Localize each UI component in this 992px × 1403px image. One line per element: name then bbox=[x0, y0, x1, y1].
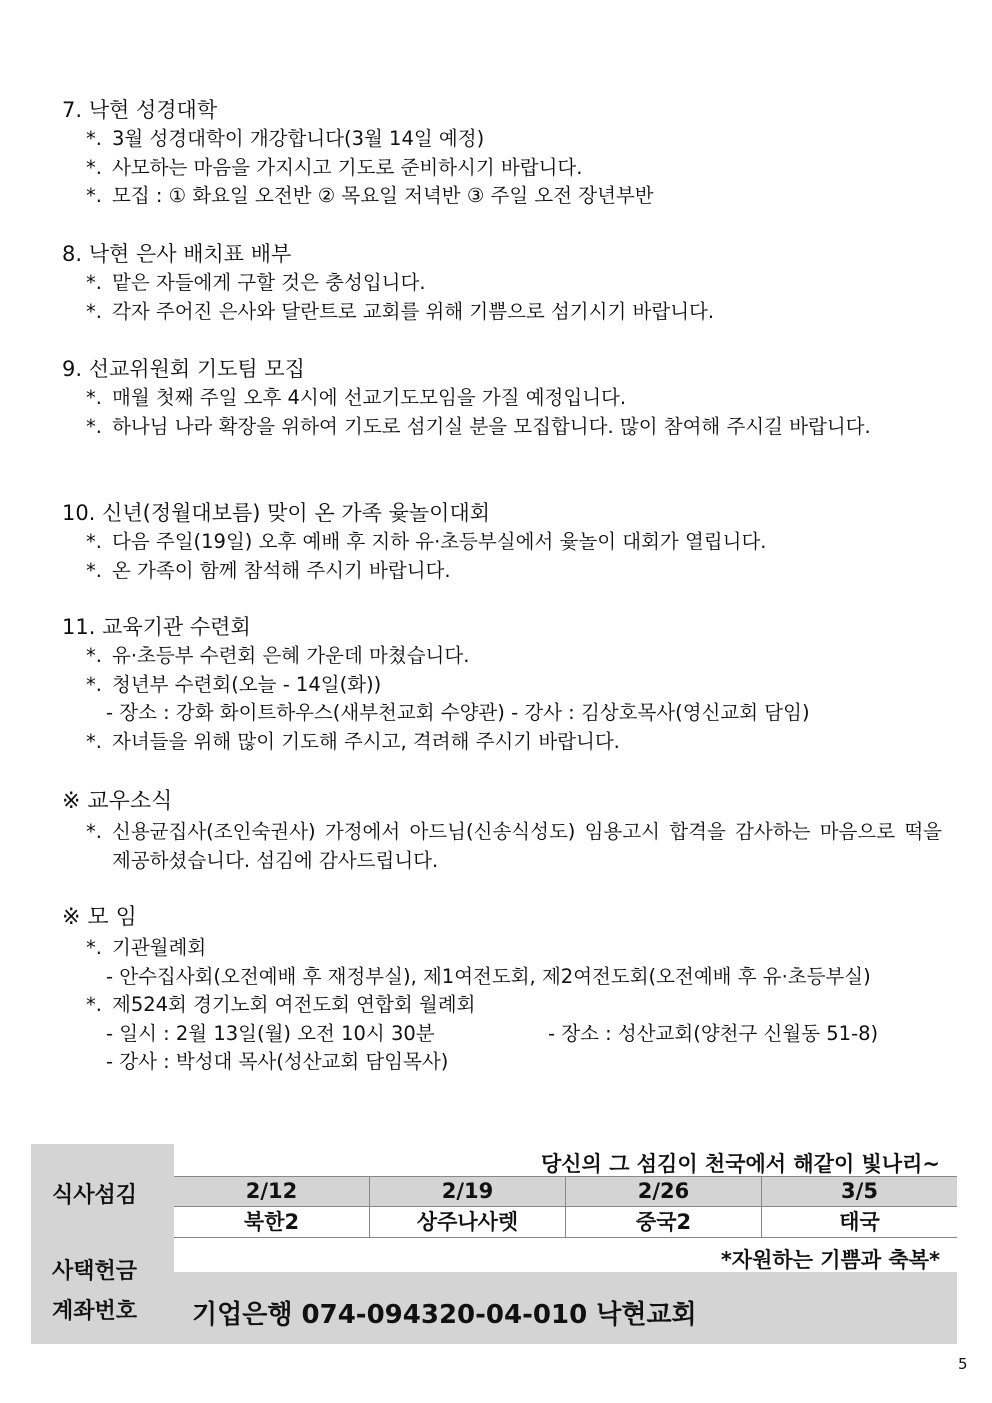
meeting-date: - 일시 : 2월 13일(월) 오전 10시 30분 bbox=[106, 1021, 435, 1045]
row-divider bbox=[174, 1237, 957, 1238]
list-item: *. 자녀들을 위해 많이 기도해 주시고, 격려해 주시기 바랍니다. bbox=[62, 728, 942, 757]
account-label: 계좌번호 bbox=[52, 1299, 138, 1324]
column-divider bbox=[565, 1176, 566, 1238]
offering-label: 사택헌금 bbox=[52, 1259, 138, 1284]
list-item: *. 청년부 수련회(오늘 - 14일(화)) bbox=[62, 671, 942, 700]
bullet-marker: *. bbox=[86, 386, 102, 409]
service-group: 북한2 bbox=[243, 1210, 300, 1234]
bullet-marker: *. bbox=[86, 644, 102, 667]
list-item: *. 3월 성경대학이 개강합니다(3월 14일 예정) bbox=[62, 125, 942, 154]
list-subitem: - 강사 : 박성대 목사(성산교회 담임목사) bbox=[106, 1050, 449, 1073]
bullet-marker: *. bbox=[86, 820, 102, 843]
list-subitem: - 장소 : 강화 화이트하우스(새부천교회 수양관) - 강사 : 김상호목사(영신교회 담임) bbox=[106, 701, 810, 724]
list-item: *. 모집 : ① 화요일 오전반 ② 목요일 저녁반 ③ 주일 오전 장년부반 bbox=[62, 182, 942, 211]
bullet-marker: *. bbox=[86, 558, 102, 582]
page-number: 5 bbox=[958, 1355, 968, 1373]
service-date: 2/12 bbox=[245, 1179, 298, 1203]
list-item: *. 각자 주어진 은사와 달란트로 교회를 위해 기쁨으로 섬기시기 바랍니다. bbox=[62, 298, 942, 327]
list-item: *. 신용균집사(조인숙권사) 가정에서 아드님(신송식성도) 임용고시 합격을 감사하는 마음으로 떡을 제공하셨습니다. 섬김에 감사드립니다. bbox=[86, 820, 942, 872]
section-meetings bbox=[62, 902, 942, 1077]
tagline: 당신의 그 섬김이 천국에서 해같이 빛나리~ bbox=[540, 1152, 940, 1176]
section-bible-college bbox=[62, 96, 942, 211]
list-item: *. 다음 주일(19일) 오후 예배 후 지하 유·초등부실에서 윷놀이 대회가 열립니다. bbox=[62, 528, 942, 557]
list-item: *. 사모하는 마음을 가지시고 기도로 준비하시기 바랍니다. bbox=[62, 154, 942, 183]
section-retreat bbox=[62, 613, 942, 756]
service-group: 태국 bbox=[839, 1210, 880, 1234]
section-member-news bbox=[62, 786, 942, 875]
bullet-marker: *. bbox=[86, 672, 102, 696]
service-date: 2/19 bbox=[441, 1179, 494, 1203]
bullet-marker: *. bbox=[86, 271, 102, 294]
account-number: 기업은행 074-094320-04-010 낙현교회 bbox=[192, 1300, 697, 1330]
list-item: *. 유·초등부 수련회 은혜 가운데 마쳤습니다. bbox=[62, 642, 942, 671]
section-mission-prayer bbox=[62, 355, 942, 441]
bullet-marker: *. bbox=[86, 127, 102, 150]
list-item: *. 온 가족이 함께 참석해 주시기 바랍니다. bbox=[62, 557, 942, 586]
section-title: 11. 교육기관 수련회 bbox=[62, 615, 251, 639]
list-item: *. 제524회 경기노회 여전도회 연합회 월례회 bbox=[62, 991, 942, 1020]
bullet-marker: *. bbox=[86, 414, 102, 438]
list-subitem bbox=[62, 1020, 942, 1049]
column-divider bbox=[369, 1176, 370, 1238]
service-date: 2/26 bbox=[637, 1179, 690, 1203]
bullet-marker: *. bbox=[86, 729, 102, 753]
bullet-marker: *. bbox=[86, 299, 102, 323]
list-item: *. 맡은 자들에게 구할 것은 충성입니다. bbox=[62, 269, 942, 298]
service-group: 상주나사렛 bbox=[416, 1210, 519, 1234]
meal-label: 식사섬김 bbox=[52, 1183, 138, 1208]
section-title: 8. 낙현 은사 배치표 배부 bbox=[62, 242, 292, 266]
service-box bbox=[31, 1144, 957, 1344]
column-divider bbox=[761, 1176, 762, 1238]
bullet-marker: *. bbox=[86, 184, 102, 207]
section-title: 10. 신년(정월대보름) 맞이 온 가족 윷놀이대회 bbox=[62, 501, 491, 525]
bullet-marker: *. bbox=[86, 993, 102, 1016]
bullet-marker: *. bbox=[86, 530, 102, 553]
row-divider bbox=[174, 1206, 957, 1207]
list-item: *. 기관월례회 bbox=[62, 934, 942, 963]
meeting-place: - 장소 : 성산교회(양천구 신월동 51-8) bbox=[548, 1021, 879, 1045]
list-item: *. 매월 첫째 주일 오후 4시에 선교기도모임을 가질 예정입니다. bbox=[62, 384, 942, 413]
list-item: *. 하나님 나라 확장을 위하여 기도로 섬기실 분을 모집합니다. 많이 참여해 주시길 바랍니다. bbox=[62, 413, 942, 442]
section-title: ※ 교우소식 bbox=[62, 789, 173, 814]
list-subitem: - 안수집사회(오전예배 후 재정부실), 제1여전도회, 제2여전도회(오전예배 후 유·초등부실) bbox=[106, 964, 871, 988]
section-gift-chart bbox=[62, 240, 942, 326]
section-title: 9. 선교위원회 기도팀 모집 bbox=[62, 357, 305, 381]
bullet-marker: *. bbox=[86, 936, 102, 959]
section-yut-festival bbox=[62, 499, 942, 585]
section-title: ※ 모 임 bbox=[62, 905, 137, 930]
service-date: 3/5 bbox=[841, 1179, 878, 1203]
row-divider bbox=[174, 1176, 957, 1177]
bullet-marker: *. bbox=[86, 155, 102, 179]
section-title: 7. 낙현 성경대학 bbox=[62, 98, 218, 122]
offering-note: *자원하는 기쁨과 축복* bbox=[720, 1248, 940, 1272]
service-group: 중국2 bbox=[635, 1210, 692, 1234]
